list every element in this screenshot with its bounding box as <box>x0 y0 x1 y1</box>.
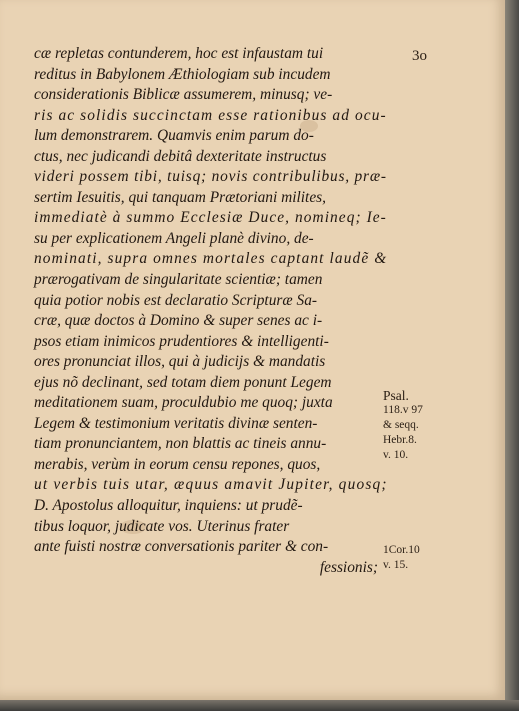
note-line: Psal. <box>383 388 409 403</box>
marginal-note-corinthians <box>383 543 443 573</box>
text-line: tiam pronunciantem, non blattis ac tineis annu- <box>34 435 327 453</box>
note-line: 118.v 97 <box>383 404 423 416</box>
text-line: meditationem suam, proculdubio me quoq; juxta <box>34 394 333 412</box>
text-line: lum demonstrarem. Quamvis enim parum do- <box>34 127 314 145</box>
text-line: videri possem tibi, tuisq; novis contribulibus, præ- <box>34 168 387 186</box>
note-line: & seqq. <box>383 419 419 431</box>
text-line: Legem & testimonium veritatis divinæ senten- <box>34 414 318 432</box>
text-line: su per explicationem Angeli planè divino, de- <box>34 229 314 247</box>
text-line: psos etiam inimicos prudentiores & intelligenti- <box>34 332 329 350</box>
text-line: sertim Iesuitis, qui tanquam Prætoriani milites, <box>34 188 327 206</box>
text-line: reditus in Babylonem Æthiologiam sub incudem <box>34 65 331 83</box>
note-line: v. 15. <box>383 559 409 571</box>
book-edge-right <box>505 0 519 711</box>
text-line: considerationis Biblicæ assumerem, minusq; ve- <box>34 86 333 104</box>
text-line: ut verbis tuis utar, æquus amavit Jupiter, quosq; <box>34 476 388 494</box>
book-edge-bottom <box>0 700 519 711</box>
text-line: tibus loquor, judicate vos. Uterinus frater <box>34 517 290 535</box>
text-line: D. Apostolus alloquitur, inquiens: ut prudẽ- <box>34 497 303 515</box>
note-line: Hebr.8. <box>383 434 417 446</box>
note-line: 1Cor.10 <box>383 544 420 556</box>
text-line-last: fessionis; <box>319 558 378 576</box>
note-line: v. 10. <box>383 449 409 461</box>
text-line: cæ repletas contunderem, hoc est infaustam tui <box>34 45 324 62</box>
text-line: ores pronunciat illos, qui à judicijs & mandatis <box>34 353 326 371</box>
text-line: cræ, quæ doctos à Domino & super senes ac i- <box>34 312 323 330</box>
text-line: ejus nõ declinant, sed totam diem ponunt Legem <box>34 373 332 391</box>
text-line: nominati, supra omnes mortales captant laudẽ & <box>34 250 388 268</box>
marginal-note-psalm <box>383 388 443 463</box>
page-number: 3o <box>412 48 427 64</box>
text-line: ante fuisti nostræ conversationis pariter & con- <box>34 538 329 556</box>
text-line: ris ac solidis succinctam esse rationibus ad ocu- <box>34 106 387 124</box>
text-line: immediatè à summo Ecclesiæ Duce, nomineq; Ie- <box>34 209 387 227</box>
text-line: merabis, verùm in eorum censu repones, quos, <box>34 455 321 473</box>
text-line: prærogativam de singularitate scientiæ; tamen <box>34 271 323 289</box>
text-line: quia potior nobis est declaratio Scripturæ Sa- <box>34 291 318 309</box>
body-text <box>34 44 386 578</box>
text-line: ctus, nec judicandi debitâ dexteritate instructus <box>34 147 327 165</box>
